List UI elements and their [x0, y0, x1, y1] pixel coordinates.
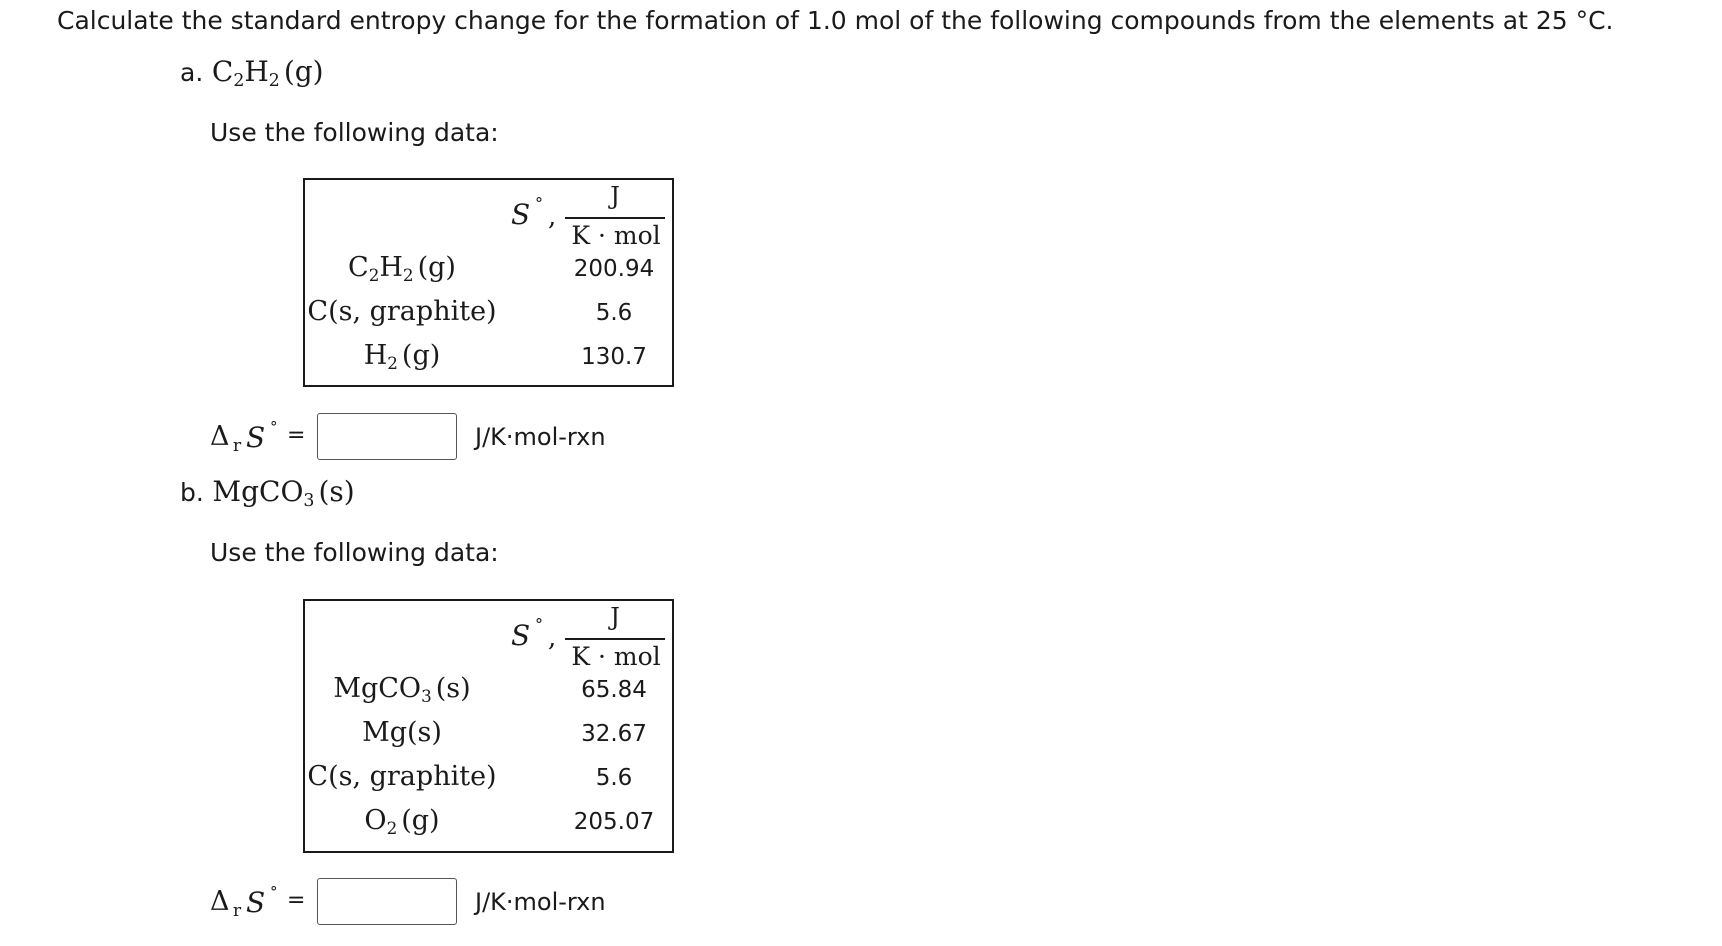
- unit-numerator: J: [610, 182, 620, 210]
- question-text: Calculate the standard entropy change for the formation of 1.0 mol of the following compounds from the elements at 25 °C.: [57, 6, 1614, 35]
- table-row: [305, 250, 672, 294]
- part-a-formula: $C_2H_2$ (g): [211, 55, 324, 92]
- entropy-value: 200.94: [573, 256, 655, 282]
- part-b-use-data-label: Use the following data:: [210, 538, 499, 567]
- degree-symbol: °: [535, 194, 543, 213]
- entropy-value: 32.67: [581, 721, 647, 747]
- entropy-value: 205.07: [573, 809, 655, 835]
- table-header: S ° , J K · mol: [305, 601, 672, 661]
- part-a-answer-row: Δ r S ° = J/K·mol-rxn: [210, 412, 630, 462]
- species-name: C(s, graphite): [307, 296, 497, 327]
- part-b-label: [180, 475, 355, 512]
- table-row: [305, 715, 672, 759]
- delta-symbol: Δ: [210, 886, 230, 917]
- unit-numerator: J: [610, 603, 620, 631]
- part-b-letter: b.: [180, 478, 204, 507]
- part-a-letter: a.: [180, 58, 204, 87]
- degree-symbol: °: [535, 615, 543, 634]
- part-b-data-table: [303, 599, 674, 853]
- species-name: C(s, graphite): [307, 761, 497, 792]
- part-a-use-data-label: Use the following data:: [210, 118, 499, 147]
- entropy-symbol: S: [511, 198, 531, 231]
- entropy-symbol: S: [246, 886, 266, 919]
- species-name: $C_2H_2$ (g): [348, 252, 456, 286]
- answer-unit: J/K·mol-rxn: [475, 888, 606, 916]
- unit-denominator: K · mol: [571, 221, 661, 250]
- unit-denominator: K · mol: [571, 642, 661, 671]
- table-row: [305, 671, 672, 715]
- entropy-symbol: S: [511, 619, 531, 652]
- equals-sign: =: [287, 423, 306, 448]
- entropy-symbol: S: [246, 421, 266, 454]
- part-a-label: [180, 55, 324, 92]
- species-name: Mg(s): [362, 717, 442, 748]
- fraction-bar: [565, 638, 665, 640]
- part-b-formula: MgCO$_3$ (s): [212, 475, 355, 512]
- equals-sign: =: [287, 888, 306, 913]
- delta-symbol: Δ: [210, 421, 230, 452]
- entropy-value: 5.6: [595, 765, 633, 791]
- table-row: [305, 759, 672, 803]
- table-row: [305, 803, 672, 847]
- answer-unit: J/K·mol-rxn: [475, 423, 606, 451]
- fraction-bar: [565, 217, 665, 219]
- table-row: [305, 294, 672, 338]
- table-header: S ° , J K · mol: [305, 180, 672, 240]
- part-a-answer-input[interactable]: [317, 413, 457, 460]
- part-b-answer-input[interactable]: [317, 878, 457, 925]
- part-a-data-table: [303, 178, 674, 387]
- species-name: $O_2$ (g): [364, 805, 440, 839]
- entropy-value: 65.84: [581, 677, 647, 703]
- species-name: MgCO$_3$ (s): [333, 673, 471, 707]
- species-name: $H_2$ (g): [363, 340, 441, 374]
- table-row: [305, 338, 672, 382]
- entropy-value: 5.6: [595, 300, 633, 326]
- entropy-value: 130.7: [581, 344, 647, 370]
- part-b-answer-row: Δ r S ° = J/K·mol-rxn: [210, 877, 630, 927]
